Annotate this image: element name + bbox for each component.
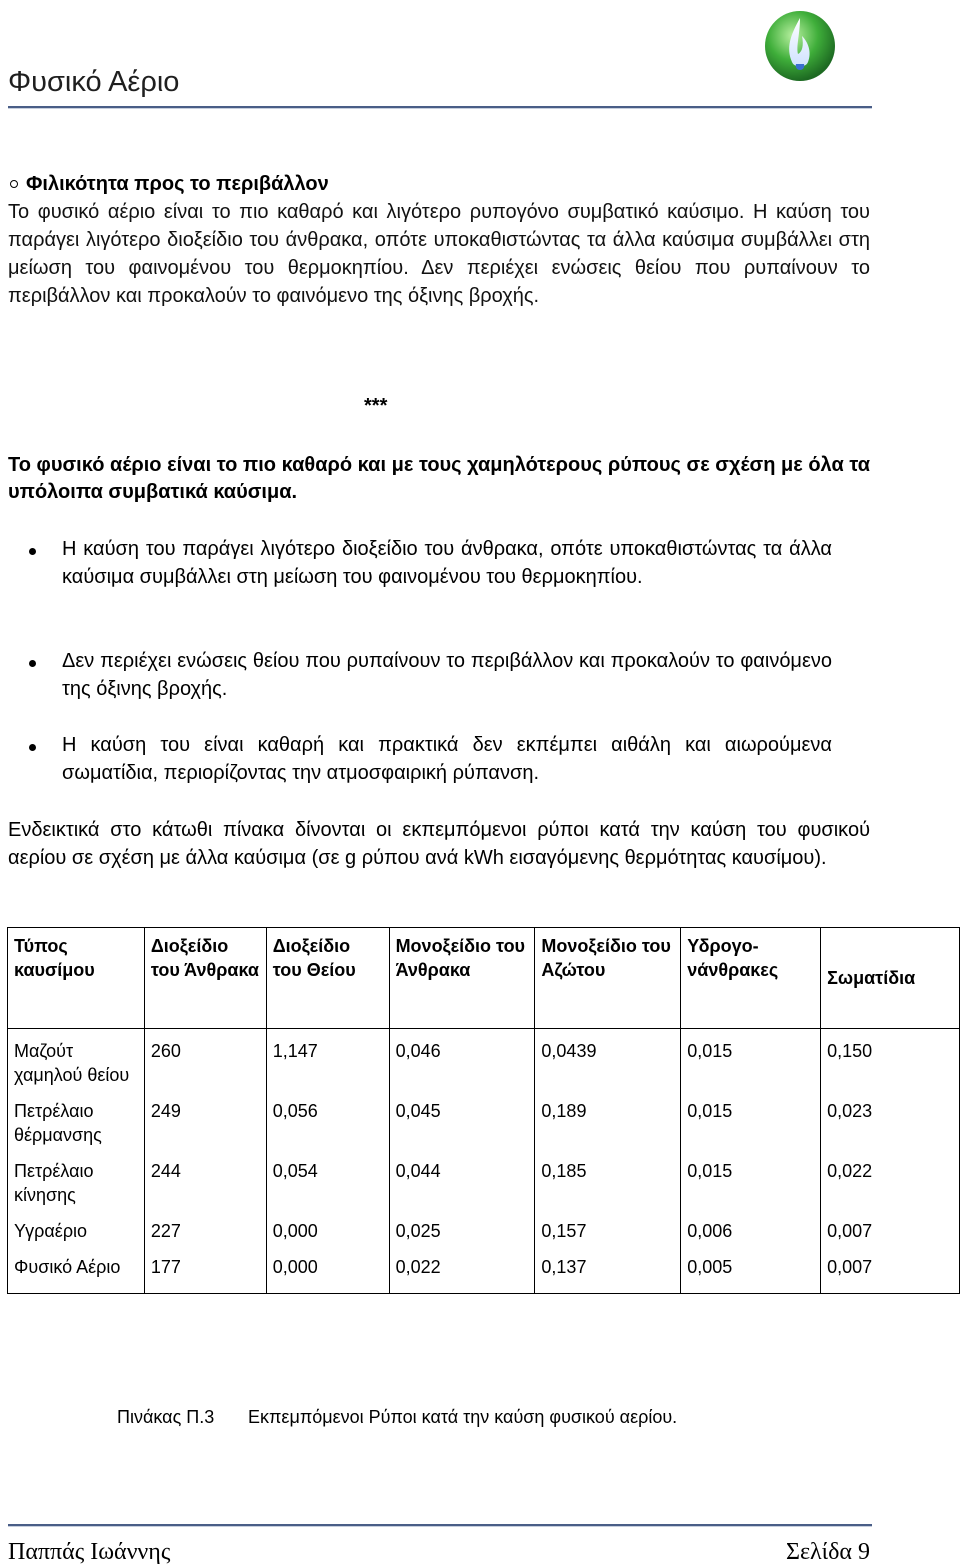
table-cell: 0,044	[389, 1153, 535, 1213]
table-cell: 0,007	[821, 1249, 960, 1294]
table-cell: 0,137	[535, 1249, 681, 1294]
footer-author: Παππάς Ιωάννης	[8, 1539, 171, 1565]
footer-rule	[8, 1524, 872, 1527]
table-caption-text: Εκπεμπόμενοι Ρύποι κατά την καύση φυσικού αερίου.	[248, 1407, 678, 1427]
table-cell: 0,022	[821, 1153, 960, 1213]
column-header: Τύπος καυσίμου	[8, 928, 145, 1029]
header-rule	[8, 106, 872, 109]
table-cell: 0,007	[821, 1213, 960, 1249]
table-cell: 0,015	[681, 1029, 821, 1094]
table-caption-label: Πινάκας Π.3	[117, 1407, 215, 1427]
table-cell: 0,023	[821, 1093, 960, 1153]
page-header-title: Φυσικό Αέριο	[8, 66, 180, 98]
table-cell: 0,054	[266, 1153, 389, 1213]
table-cell: 0,015	[681, 1153, 821, 1213]
table-cell: 0,022	[389, 1249, 535, 1294]
section-heading	[8, 171, 329, 197]
table-cell: 0,046	[389, 1029, 535, 1094]
table-cell: 0,157	[535, 1213, 681, 1249]
table-cell: 1,147	[266, 1029, 389, 1094]
table-row	[8, 1153, 960, 1213]
column-header: Διοξείδιο του Άνθρακα	[144, 928, 266, 1029]
table-header-row	[8, 928, 960, 1029]
separator: ***	[364, 395, 388, 417]
table-cell: Υγραέριο	[8, 1213, 145, 1249]
table-row	[8, 1029, 960, 1094]
column-header: Διοξείδιο του Θείου	[266, 928, 389, 1029]
table-cell: Πετρέλαιο κίνησης	[8, 1153, 145, 1213]
table-cell: 0,0439	[535, 1029, 681, 1094]
table-cell: 177	[144, 1249, 266, 1294]
table-cell: 0,006	[681, 1213, 821, 1249]
table-cell: 0,150	[821, 1029, 960, 1094]
table-cell: 0,025	[389, 1213, 535, 1249]
list-item: Δεν περιέχει ενώσεις θείου που ρυπαίνουν το περιβάλλον και προκαλούν το φαινόμενο της όξινης βροχής.	[62, 650, 832, 700]
emissions-table	[7, 927, 960, 1294]
table-cell: 0,056	[266, 1093, 389, 1153]
section-heading-text: Φιλικότητα προς το περιβάλλον	[26, 173, 329, 195]
table-cell: 249	[144, 1093, 266, 1153]
table-cell: 227	[144, 1213, 266, 1249]
table-row	[8, 1213, 960, 1249]
table-cell: Πετρέλαιο θέρμανσης	[8, 1093, 145, 1153]
list-item: Η καύση του είναι καθαρή και πρακτικά δεν εκπέμπει αιθάλη και αιωρούμενα σωματίδια, περιορίζοντας την ατμοσφαιρική ρύπανση.	[62, 734, 832, 784]
table-row	[8, 1093, 960, 1153]
table-cell: 0,045	[389, 1093, 535, 1153]
table-cell: 0,000	[266, 1249, 389, 1294]
list-item: Η καύση του παράγει λιγότερο διοξείδιο του άνθρακα, οπότε υποκαθιστώντας τα άλλα καύσιμα συμβάλλει στη μείωση του φαινομένου του θερμοκηπίου.	[62, 538, 832, 588]
environment-paragraph: Το φυσικό αέριο είναι το πιο καθαρό και λιγότερο ρυπογόνο συμβατικό καύσιμο. Η καύση του παράγει λιγότερο διοξείδιο του άνθρακα, οπότε υποκαθιστώντας τα άλλα καύσιμα συμβάλλει στη μείωση του φαινομένου του θερμοκηπίου. Δεν περιέχει ενώσεις θείου που ρυπαίνουν το περιβάλλον και προκαλούν το φαινόμενο της όξινης βροχής.	[8, 201, 870, 307]
footer-page-number: Σελίδα 9	[785, 1539, 870, 1565]
gas-flame-logo-icon	[760, 6, 840, 86]
table-cell: 0,189	[535, 1093, 681, 1153]
bullet-dot-icon	[29, 548, 36, 555]
table-cell: 0,015	[681, 1093, 821, 1153]
table-cell: Μαζούτ χαμηλού θείου	[8, 1029, 145, 1094]
bullet-dot-icon	[29, 660, 36, 667]
circle-bullet-icon	[10, 180, 18, 188]
table-cell: 0,005	[681, 1249, 821, 1294]
table-cell: 260	[144, 1029, 266, 1094]
column-header: Σωματίδια	[821, 928, 960, 1029]
table-cell: 0,000	[266, 1213, 389, 1249]
table-cell: Φυσικό Αέριο	[8, 1249, 145, 1294]
table-cell: 0,185	[535, 1153, 681, 1213]
summary-bold-paragraph: Το φυσικό αέριο είναι το πιο καθαρό και με τους χαμηλότερους ρύπους σε σχέση με όλα τα υπόλοιπα συμβατικά καύσιμα.	[8, 454, 870, 503]
column-header: Μονοξείδιο του Άνθρακα	[389, 928, 535, 1029]
bullet-dot-icon	[29, 744, 36, 751]
table-row	[8, 1249, 960, 1294]
table-cell: 244	[144, 1153, 266, 1213]
column-header: Υδρογο- νάνθρακες	[681, 928, 821, 1029]
column-header: Μονοξείδιο του Αζώτου	[535, 928, 681, 1029]
table-intro-paragraph: Ενδεικτικά στο κάτωθι πίνακα δίνονται οι εκπεμπόμενοι ρύποι κατά την καύση του φυσικού αερίου σε σχέση με άλλα καύσιμα (σε g ρύπου ανά kWh εισαγόμενης θερμότητας καυσίμου).	[8, 819, 870, 869]
